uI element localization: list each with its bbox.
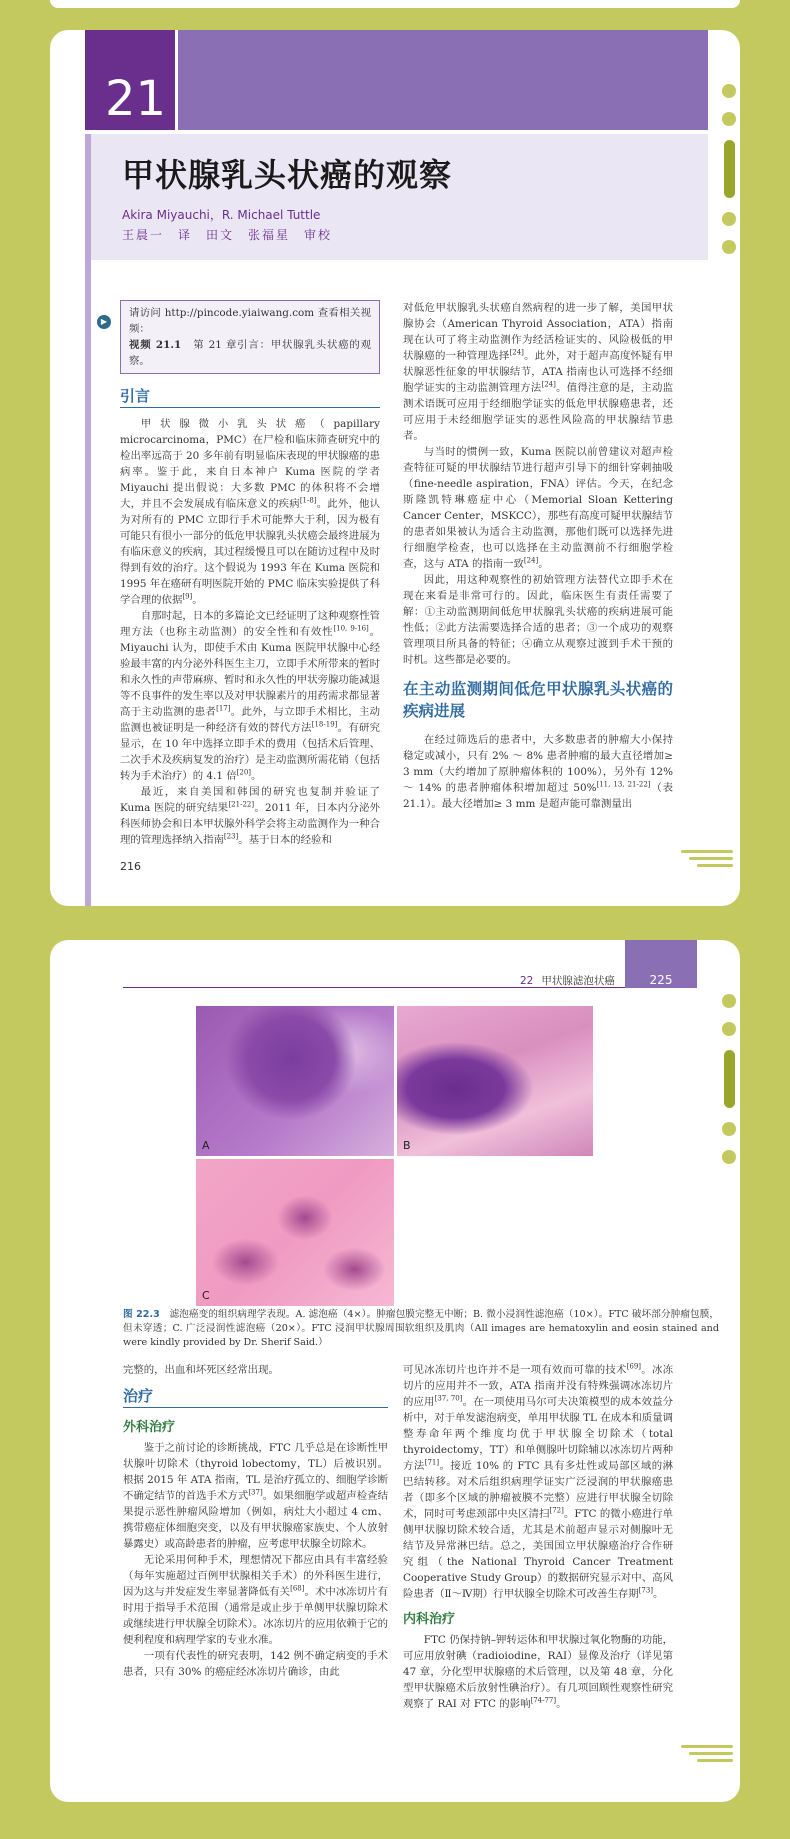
chapter-number: 21	[105, 71, 167, 127]
side-nav-1	[722, 84, 736, 254]
running-head-chapter: 22	[520, 975, 534, 987]
paragraph: 在经过筛选后的患者中，大多数患者的肿瘤大小保持稳定或减小，只有 2% ～ 8% 患者肿瘤的最大直径增加≥ 3 mm（大约增加了原肿瘤体积的 100%），另外有 12% ～ 14% 的患者肿瘤体积增加超过 50%[11, 13, 21-22]（表 21.1）。最大径增加≥ 3 mm 是超声能可靠测量出	[403, 734, 674, 810]
video-box[interactable]	[100, 300, 380, 374]
paragraph: 甲状腺微小乳头状癌（papillary microcarcinoma，PMC）在尸检和临床筛查研究中的检出率远高于 20 多年前有明显临床表现的甲状腺癌的患病率。鉴于此，来自日本神户 Kuma 医院的学者 Miyauchi 提出假说：大多数 PMC 的体积将不会增大，并且不会发展成有临床意义的疾病[1-8]。此外，他认为对所有的 PMC 立即行手术可能弊大于利，因为极有可能只有很小一部分的低危甲状腺乳头状癌会最终进展为有临床意义的疾病，其过程缓慢且可以在随访过程中及时得到有效的治疗。这个假说为 1993 年在 Kuma 医院和 1995 年在癌研有明医院开始的 PMC 临床实验提供了科学合理的依据[9]。	[120, 418, 381, 606]
translators: 王晨一 译 田文 张福星 审校	[122, 228, 333, 242]
figure-caption	[123, 1308, 719, 1350]
caption-label: 图 22.3	[123, 1309, 160, 1320]
medical-heading: 内科治疗	[403, 1612, 456, 1627]
video-line-2: 第 21 章引言：甲状腺乳头状癌的观察。	[129, 339, 371, 367]
treatment-heading: 治疗	[123, 1388, 388, 1408]
active-indicator[interactable]	[724, 1050, 735, 1108]
paragraph: 无论采用何种手术，理想情况下都应由具有丰富经验（每年实施超过百例甲状腺相关手术）的外科医生进行，因为这与并发症发生率显著降低有关[68]。术中冰冻切片有时用于指导手术范围（通常是或止步于单侧甲状腺切除术或继续进行甲状腺全切除术）。冰冻切片的应用依赖于它的便利程度和病理学家的专业水准。	[123, 1554, 389, 1646]
margin-rule	[85, 134, 91, 906]
intro-heading: 引言	[120, 388, 380, 408]
page-card-2[interactable]	[50, 940, 740, 1802]
figure-label: A	[202, 1139, 210, 1152]
paragraph: 一项有代表性的研究表明，142 例不确定病变的手术患者，只有 30% 的癌症经冰冻切片确诊，由此	[123, 1650, 388, 1678]
paragraph: 与当时的惯例一致，Kuma 医院以前曾建议对超声检查特征可疑的甲状腺结节进行超声引导下的细针穿刺抽吸（fine-needle aspiration，FNA）评估。今天，在纪念斯隆凯特琳癌症中心（Memorial Sloan Kettering Cancer Center，MSKCC），那些有高度可疑甲状腺结节的患者如果被认为适合主动监测，那他们既可以选择先进行细胞学检查，也可以选择在主动监测前不行细胞学检查，这与 ATA 的指南一致[24]。	[403, 446, 673, 570]
dot[interactable]	[722, 994, 736, 1008]
paragraph: 最近，来自美国和韩国的研究也复制并验证了 Kuma 医院的研究结果[21-22]。2011 年，日本内分泌外科医师协会和日本甲状腺外科学会将主动监测作为一种合理的管理选择纳入指南[23]。基于日本的经验和	[120, 786, 381, 846]
running-head	[520, 973, 615, 988]
paragraph: 因此，用这种观察性的初始管理方法替代立即手术在现在来看是非常可行的。因此，临床医生有责任需要了解：①主动监测期间低危甲状腺乳头状癌的疾病进展可能性低；②此方法需要选择合适的患者；③一个成功的观察管理项目所具备的特征；④确立从观察过渡到手术干预的时机。这些都是必要的。	[403, 574, 673, 666]
dot[interactable]	[722, 112, 736, 126]
chapter-title: 甲状腺乳头状癌的观察	[122, 156, 453, 194]
micrograph-c	[196, 1159, 394, 1306]
paragraph: 可见冰冻切片也许并不是一项有效而可靠的技术[69]。冰冻切片的应用并不一致，ATA 指南并没有特殊强调冰冻切片的应用[37, 70]。在一项使用马尔可夫决策模型的成本效益分析中，对于单发滤泡病变，单用甲状腺 TL 在成本和质量调整寿命年两个维度均优于甲状腺全切除术（total thyroidectomy，TT）和单侧腺叶切除辅以冰冻切片两种方法[71]。接近 10% 的 FTC 具有多灶性或局部区域的淋巴结转移。对术后组织病理学证实广泛浸润的甲状腺癌患者（即多个区域的肿瘤被膜不完整）应进行甲状腺全切除术，同时可考虑颈部中央区清扫[72]。FTC 的微小癌进行单侧甲状腺切除术较合适，尤其是术前超声显示对侧腺叶无结节及异常淋巴结。总之，美国国立甲状腺癌治疗合作研究组（the National Thyroid Cancer Treatment Cooperative Study Group）的数据研究显示对中、高风险患者（Ⅱ～Ⅳ期）行甲状腺全切除术可改善生存期[73]。	[403, 1362, 674, 1600]
right-column	[403, 1362, 673, 1712]
dot[interactable]	[722, 1022, 736, 1036]
micrograph-a	[196, 1006, 394, 1156]
paragraph: FTC 仍保持钠–钾转运体和甲状腺过氧化物酶的功能，可应用放射碘（radioiodine，RAI）显像及治疗（详见第 47 章，分化型甲状腺癌的术后管理，以及第 48 章，分化型甲状腺癌术后放射性碘治疗）。有几项回顾性观察性研究观察了 RAI 对 FTC 的影响[74-77]。	[403, 1634, 673, 1710]
page-number: 216	[120, 860, 141, 873]
previous-page-edge	[50, 0, 740, 8]
stripe-decoration	[673, 850, 733, 867]
micrograph-b	[397, 1006, 593, 1156]
dot[interactable]	[722, 1122, 736, 1136]
surgical-heading: 外科治疗	[123, 1420, 176, 1435]
play-icon[interactable]: ▶	[97, 315, 111, 329]
dot[interactable]	[722, 212, 736, 226]
paragraph: 鉴于之前讨论的诊断挑战，FTC 几乎总是在诊断性甲状腺叶切除术（thyroid lobectomy，TL）后被识别。根据 2015 年 ATA 指南，TL 是治疗孤立的、细胞学诊断不确定结节的首选手术方式[37]。如果细胞学或超声检查结果提示恶性肿瘤风险增加（例如，病灶大小超过 4 cm、携带癌症体细胞突变，以及有甲状腺癌家族史、个人放射暴露史）或高龄患者的肿瘤，应考虑甲状腺全切除术。	[123, 1442, 388, 1550]
figure-label: C	[202, 1289, 210, 1302]
video-line-1: 请访问 http://pincode.yiaiwang.com 查看相关视频：	[129, 307, 371, 335]
page-card-1[interactable]	[50, 30, 740, 906]
chapter-header-band	[178, 30, 708, 130]
side-nav-2	[722, 994, 736, 1164]
caption-text: 滤泡癌变的组织病理学表现。A. 滤泡癌（4×）。肿瘤包膜完整无中断；B. 微小浸润性滤泡癌（10×）。FTC 破坏部分肿瘤包膜，但未穿透；C. 广泛浸润性滤泡癌（20×）。FTC 浸润甲状腺周围软组织及肌肉（All images are hematoxylin and eosin stained and were kindly provided by Dr. Sherif Said.）	[123, 1309, 720, 1348]
paragraph: 自那时起，日本的多篇论文已经证明了这种观察性管理方法（也称主动监测）的安全性和有效性[10, 9-16]。Miyauchi 认为，即使手术由 Kuma 医院甲状腺中心经验最丰富的内分泌外科医生主刀，立即手术所带来的暂时和永久性的声带麻痹、暂时和永久性的甲状旁腺功能减退等不良事件的发生率以及对甲状腺素片的用药需求都显著高于主动监测的患者[17]。此外，与立即手术相比，主动监测也被证明是一种经济有效的替代方法[18-19]。有研究显示，在 10 年中选择立即手术的费用（包括术后管理、二次手术及疾病复发的治疗）是主动监测所需花销（包括转为手术治疗）的 4.1 倍[20]。	[120, 610, 381, 782]
page-number-box: 225	[625, 940, 697, 988]
paragraph: 对低危甲状腺乳头状癌自然病程的进一步了解，美国甲状腺协会（American Thyroid Association，ATA）指南现在认可了将主动监测作为经活检证实的、风险极低的甲状腺癌的一种管理选择[24]。此外，对于超声高度怀疑有甲状腺恶性征象的甲状腺结节，ATA 指南也认可选择不经细胞学证实的主动监测管理方法[24]。值得注意的是，主动监测术语既可应用于经细胞学证实的低危甲状腺癌患者，还可应用于未经细胞学证实的恶性风险高的甲状腺结节患者。	[403, 302, 674, 442]
left-column	[123, 1362, 388, 1680]
running-head-title: 甲状腺滤泡状癌	[541, 975, 615, 987]
left-column	[100, 300, 381, 848]
dot[interactable]	[722, 84, 736, 98]
dot[interactable]	[722, 240, 736, 254]
dot[interactable]	[722, 1150, 736, 1164]
figure-label: B	[403, 1139, 411, 1152]
authors: Akira Miyauchi，R. Michael Tuttle	[122, 208, 321, 222]
active-indicator[interactable]	[724, 140, 735, 198]
stripe-decoration	[673, 1745, 733, 1762]
video-label: 视频 21.1	[129, 339, 182, 351]
right-column	[403, 300, 673, 812]
paragraph: 完整的，出血和坏死区经常出现。	[123, 1364, 279, 1376]
section-heading: 在主动监测期间低危甲状腺乳头状癌的疾病进展	[403, 680, 673, 720]
